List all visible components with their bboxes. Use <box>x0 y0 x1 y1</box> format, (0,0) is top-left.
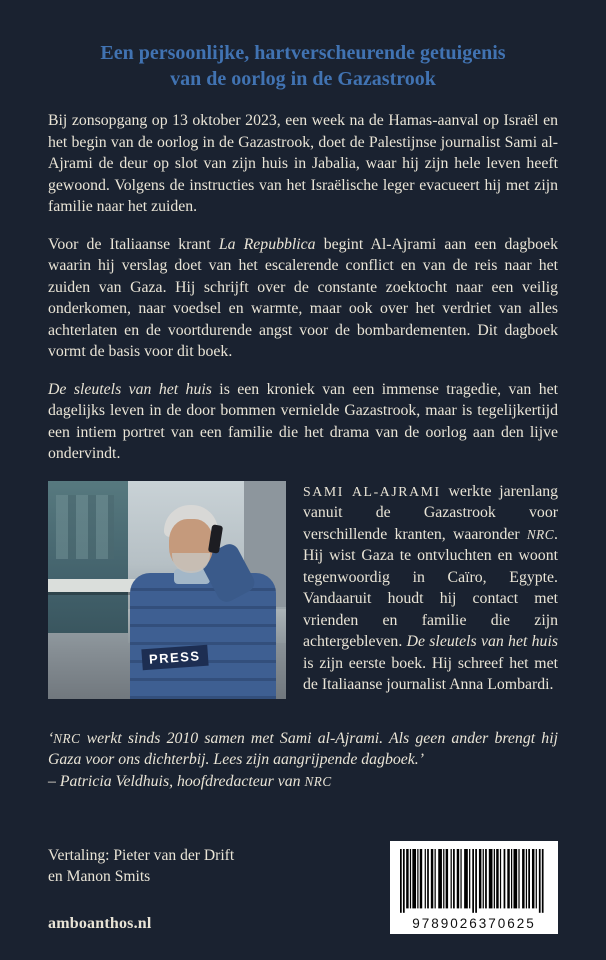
book-title-bio: De sleutels van het huis <box>406 633 558 650</box>
paragraph-book <box>48 379 558 465</box>
quote-open: ‘ <box>48 729 54 747</box>
tagline-line1: Een persoonlijke, hartverscheurende getuigenis <box>100 42 506 64</box>
tagline <box>48 40 558 92</box>
publisher-url: amboanthos.nl <box>48 915 152 932</box>
photo-press-vest <box>130 573 276 699</box>
book-title: De sleutels van het huis <box>48 380 212 398</box>
nrc-name: NRC <box>526 526 555 542</box>
press-badge <box>141 644 208 670</box>
paragraph-diary-text: Voor de Italiaanse krant <box>48 235 219 253</box>
author-photo <box>48 481 286 699</box>
press-badge-label: PRESS <box>148 647 202 667</box>
translation-credit <box>48 845 234 887</box>
translation-line1: Vertaling: Pieter van der Drift <box>48 847 235 864</box>
tagline-line2: van de oorlog in de Gazastrook <box>170 68 436 90</box>
quote-attribution-text: – Patricia Veldhuis, hoofdredacteur van <box>48 772 305 790</box>
translation-line2: en Manon Smits <box>48 868 151 885</box>
bio-text-2: . Hij wist Gaza te ontvluchten en woont tegenwoordig in Caïro, Egypte. Vandaaruit houdt hij contact met vrienden en familie die zijn achtergebleven. <box>303 525 558 650</box>
footer-left <box>48 845 234 934</box>
barcode-bars <box>400 849 548 915</box>
newspaper-title: La Repubblica <box>218 235 316 253</box>
quote-attribution-nrc: NRC <box>304 773 332 789</box>
paragraph-intro-text: Bij zonsopgang op 13 oktober 2023, een week na de Hamas-aanval op Israël en het begin van de oorlog in de Gazastrook, doet de Palestijnse journalist Sami al-Ajrami de deur op slot van zijn huis in Jabalia, waar hij zijn hele leven heeft gewoond. Volgens de instructies van het Israëlische leger evacueert hij met zijn familie naar het zuiden. <box>48 112 558 215</box>
quote-attribution <box>48 771 558 793</box>
barcode-number: 9789026370625 <box>412 916 536 931</box>
photo-awning <box>48 579 142 592</box>
quote-body: werkt sinds 2010 samen met Sami al-Ajrami. Als geen ander brengt hij Gaza voor ons dichterbij. Lees zijn aangrijpende dagboek.’ <box>48 729 558 768</box>
bio-section <box>48 481 558 712</box>
bio-text-1: werkte jarenlang vanuit de Gazastrook voor verschillende kranten, waaronder <box>303 482 558 543</box>
paragraph-diary-rest: begint Al-Ajrami aan een dagboek waarin hij verslag doet van het escalerende conflict en van de reis naar het zuiden van Gaza. Hij schrijft over de constante zoektocht naar een veilig onderkomen, naar voedsel en warmte, maar ook over het verdriet van alles achterlaten en de voortdurende angst voor de bombardementen. Dit dagboek vormt de basis voor dit boek. <box>48 235 558 360</box>
footer <box>48 841 558 934</box>
quote-text <box>48 728 558 771</box>
endorsement-quote <box>48 728 558 793</box>
paragraph-intro <box>48 110 558 218</box>
photo-building-left <box>48 481 128 633</box>
quote-nrc: NRC <box>53 730 81 746</box>
paragraph-diary <box>48 234 558 363</box>
bio-text-3: is zijn eerste boek. Hij schreef het met de Italiaanse journalist Anna Lombardi. <box>303 654 558 693</box>
author-name: SAMI AL-AJRAMI <box>303 483 441 499</box>
author-bio <box>303 481 558 696</box>
barcode <box>390 841 558 934</box>
paragraph-book-rest: is een kroniek van een immense tragedie, van het dagelijks leven in de door bommen vernielde Gazastrook, maar is tegelijkertijd een intiem portret van een familie die het drama van de oorlog aan den lijve ondervindt. <box>48 380 558 462</box>
